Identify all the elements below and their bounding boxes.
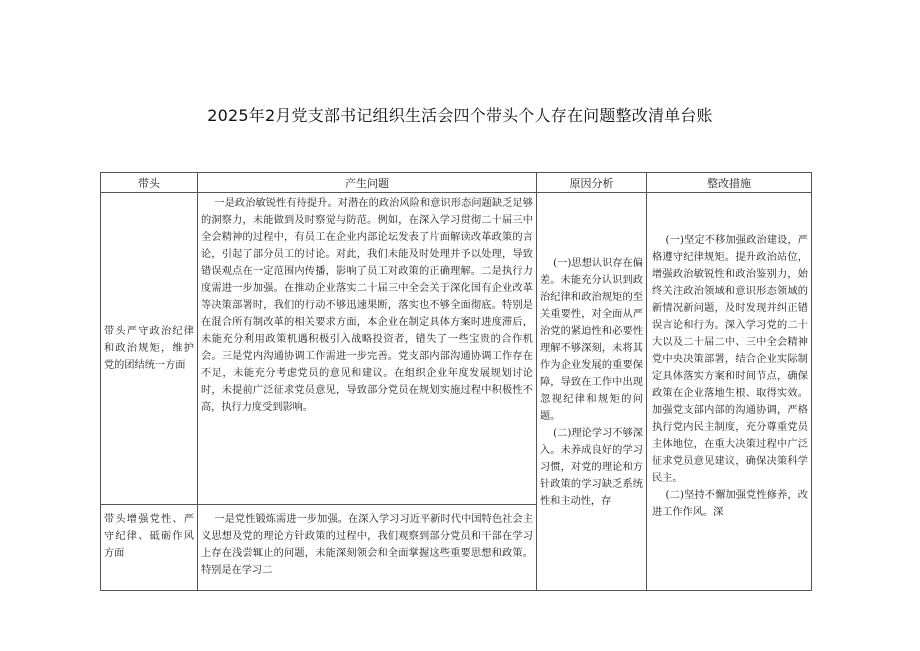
problem-cell bbox=[198, 193, 537, 505]
header-problem: 产生问题 bbox=[198, 173, 537, 193]
header-measure: 整改措施 bbox=[647, 173, 812, 193]
problem-cell bbox=[198, 505, 537, 591]
lead-cell bbox=[101, 193, 198, 505]
lead-text: 带头严守政治纪律和政治规矩，维护党的团结统一方面 bbox=[104, 326, 194, 371]
problem-text: 一是党性锻炼需进一步加强。在深入学习习近平新时代中国特色社会主义思想及党的理论方针政策的过程中，我们观察到部分党员和干部在学习上存在浅尝辄止的问题，未能深刻领会和全面掌握这些重要思想和政策。特别是在学习二 bbox=[201, 514, 533, 576]
cause-text: (一)思想认识存在偏差。未能充分认识到政治纪律和政治规矩的至关重要性，对全面从严治党的紧迫性和必要性理解不够深刻，未将其作为企业发展的重要保障，导致在工作中出现忽视纪律和规矩的问题。 (二)理论学习不够深入。未养成良好的学习习惯，对党的理论和方针政策的学习缺乏系统性和主动性，存 bbox=[540, 258, 643, 507]
page-title: 2025年2月党支部书记组织生活会四个带头个人存在问题整改清单台账 bbox=[207, 106, 713, 125]
table-row bbox=[101, 193, 812, 505]
problem-text: 一是政治敏锐性有待提升。对潜在的政治风险和意识形态问题缺乏足够的洞察力，未能做到及时察觉与防范。例如，在深入学习贯彻二十届三中全会精神的过程中，有员工在企业内部论坛发表了片面解读改革政策的言论，引起了部分员工的讨论。对此，我们未能及时处理并予以处理，导致错误观点在一定范围内传播，影响了员工对政策的正确理解。二是执行力度需进一步加强。在推动企业落实二十届三中全会关于深化国有企业改革等决策部署时，我们的行动不够迅速果断，落实也不够全面彻底。特别是在混合所有制改革的相关要求方面，本企业在制定具体方案时进度滞后，未能充分利用政策机遇积极引入战略投资者，错失了一些宝贵的合作机会。三是党内沟通协调工作需进一步完善。党支部内部沟通协调工作存在不足，未能充分考虑党员的意见和建议。在组织企业年度发展规划讨论时，未提前广泛征求党员意见，导致部分党员在规划实施过程中积极性不高，执行力度受到影响。 bbox=[201, 198, 533, 413]
cause-cell bbox=[537, 193, 647, 591]
lead-cell bbox=[101, 505, 198, 591]
measure-cell bbox=[647, 193, 812, 591]
header-lead: 带头 bbox=[101, 173, 198, 193]
rectification-ledger-table bbox=[100, 172, 812, 591]
table-header-row bbox=[101, 173, 812, 193]
lead-text: 带头增强党性、严守纪律、砥砺作风方面 bbox=[104, 514, 194, 559]
measure-text: (一)坚定不移加强政治建设，严格遵守纪律规矩。提升政治站位，增强政治敏锐性和政治鉴别力，始终关注政治领域和意识形态领域的新情况新问题，及时发现并纠正错误言论和行为。深入学习党的二十大以及二十届二中、三中全会精神党中央决策部署，结合企业实际制定具体落实方案和时间节点，确保政策在企业落地生根、取得实效。加强党支部内部的沟通协调，严格执行党内民主制度，充分尊重党员主体地位，在重大决策过程中广泛征求党员意见建议，确保决策科学民主。 (二)坚持不懈加强党性修养，改进工作作风。深 bbox=[652, 235, 808, 518]
header-cause: 原因分析 bbox=[537, 173, 647, 193]
